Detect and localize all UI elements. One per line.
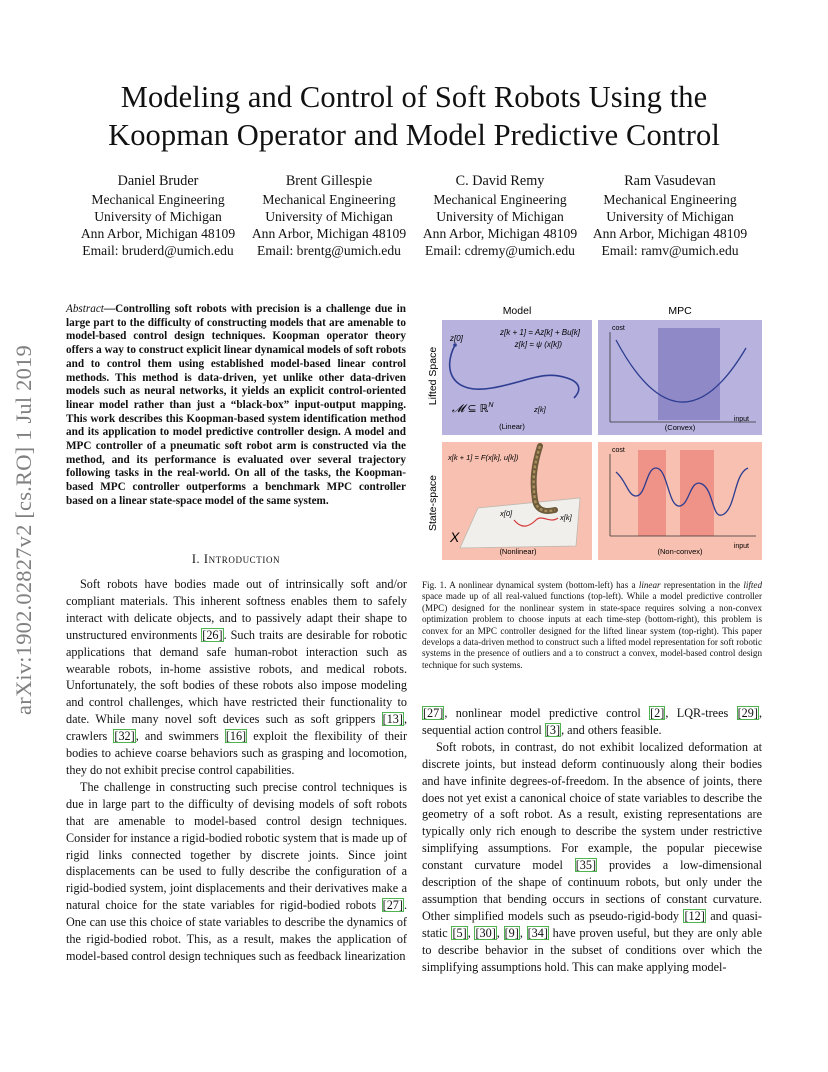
author-block [70, 173, 246, 259]
section-heading: I. Introduction [191, 552, 281, 566]
eq-linear-1: z[k + 1] = Az[k] + Bu[k] [500, 328, 580, 337]
author-email[interactable]: Email: bruderd@umich.edu [82, 243, 234, 258]
paragraph: Soft robots, in contrast, do not exhibit localized deformation at discrete joints, but instead deform continuously along their bodies and have infinite degrees-of-freedom. In the absence of joints, there does not yet exist a canonical choice of state variables to describe the geometry of a soft robot. As a result, existing representations are typically only rich enough to describe the system under restrictive simplifying assumptions. For example, the popular piecewise constant curvature model [35] provides a low-dimensional description of the shape of continuum robots, but only under the assumption that bending occurs in sections of constant curvature. Other simplified models such as pseudo-rigid-body [12] and quasi-static [5], [30], [9], [34] have proven useful, but they are only able to describe behavior in the subset of conditions over which the simplifying assumptions hold. This can make applying model- [422, 739, 763, 974]
figure-1-svg [422, 300, 766, 565]
author-block [412, 173, 588, 259]
nonlinear-label: (Nonlinear) [499, 547, 537, 556]
eq-linear-2: z[k] = ψ (x[k]) [514, 340, 562, 349]
eq-nonlinear: x[k + 1] = F(x[k], u[k]) [448, 453, 519, 462]
citation-link[interactable]: [30] [475, 925, 496, 940]
author-dept: Mechanical Engineering [433, 192, 567, 207]
abstract-label: Abstract [66, 303, 104, 315]
state-set-label: X [450, 529, 460, 545]
citation-link[interactable]: [26] [202, 627, 223, 642]
abstract-text: —Controlling soft robots with precision is a challenge due in large part to the difficulty of constructing models that are amenable to model-based control design techniques. Koopman operator theory offers a way to construct explicit linear dynamical models of soft robots and to control them using established model-based linear control methods. This method is data-driven, yet unlike other data-driven models such as neural networks, it yields an explicit control-oriented linear model rather than just a “black-box” input-output mapping. This work describes this Koopman-based system identification method and its application to model predictive controller design. A model and MPC controller of a pneumatic soft robot arm is constructed via the method, and its performance is evaluated over several trajectory following tasks in the real-world. On all of the tasks, the Koopman-based MPC controller outperforms a benchmark MPC controller based on a linear state-space model of the same system. [66, 303, 406, 507]
trajectory-start-dot [453, 343, 457, 347]
title-line-2: Koopman Operator and Model Predictive Control [108, 118, 720, 152]
author-univ: University of Michigan [265, 209, 393, 224]
citation-link[interactable]: [12] [684, 908, 705, 923]
paragraph: Soft robots have bodies made out of intrinsically soft and/or compliant materials. This inherent softness enables them to safely interact with delicate objects, and to passively adapt their shape to unstructured environments [26]. Such traits are desirable for robotic applications that demand safe human-robot interaction such as wearable robots, in-home assistive robots, and medical robots. Unfortunately, the soft bodies of these robots also impose modeling and control challenges, which have restricted their functionality to date. While many novel soft devices such as soft grippers [13], crawlers [32], and swimmers [16] exploit the flexibility of their bodies to achieve coarse behaviors such as grasping and locomotion, they do not exhibit precise control capabilities. [66, 577, 408, 777]
author-city: Ann Arbor, Michigan 48109 [422, 226, 578, 241]
nonconvex-input-label: input [733, 543, 749, 550]
author-block [241, 173, 417, 259]
row-label-state: State-space [427, 474, 439, 532]
author-univ: University of Michigan [436, 209, 564, 224]
author-name: Ram Vasudevan [624, 173, 716, 189]
citation-link[interactable]: [32] [114, 729, 135, 744]
xk-label: x[k] [560, 513, 572, 522]
author-city: Ann Arbor, Michigan 48109 [251, 226, 407, 241]
author-name: Brent Gillespie [285, 173, 373, 189]
citation-link[interactable]: [27] [382, 898, 403, 913]
convex-label: (Convex) [664, 423, 696, 432]
author-city: Ann Arbor, Michigan 48109 [592, 226, 748, 241]
x0-label: x[0] [500, 509, 513, 518]
z0-label: z[0] [450, 334, 463, 343]
author-dept: Mechanical Engineering [91, 192, 225, 207]
author-univ: University of Michigan [606, 209, 734, 224]
author-dept: Mechanical Engineering [603, 192, 737, 207]
citation-link[interactable]: [13] [382, 712, 403, 727]
author-city: Ann Arbor, Michigan 48109 [80, 226, 236, 241]
col-header-mpc: MPC [668, 305, 692, 317]
convex-input-label: input [733, 416, 749, 423]
paper-title [60, 78, 768, 154]
row-label-lifted: Lifted Space [427, 346, 439, 406]
lifted-set-label: 𝓜 ⊆ ℝ$^N$ [452, 402, 494, 415]
author-email[interactable]: Email: ramv@umich.edu [601, 243, 739, 258]
author-email[interactable]: Email: cdremy@umich.edu [425, 243, 575, 258]
left-column [66, 576, 407, 965]
linear-label: (Linear) [499, 422, 525, 431]
citation-link[interactable]: [16] [225, 729, 247, 744]
convex-feasible-band [658, 328, 720, 420]
citation-link[interactable]: [34] [527, 925, 548, 940]
author-name: Daniel Bruder [117, 173, 199, 189]
paragraph: The challenge in constructing such precise control techniques is due in large part to the difficulty of devising models of soft robots that are amenable to model-based control design techniques. Consider for instance a rigid-bodied robotic system that is made up of rigid links connected together by discrete joints. Since joint displacements can be used to fully describe the configuration of a rigid-bodied system, joint displacements and their derivatives make a natural choice for the state variables for rigid-bodied robots [27]. One can use this choice of state variables to describe the dynamics of the rigid-bodied robot. This, as a result, makes the application of model-based control design techniques such as feedback linearization [66, 779, 407, 963]
nonconvex-label: (Non-convex) [657, 547, 703, 556]
panel-lifted-model [442, 320, 592, 435]
right-column [422, 705, 762, 976]
author-name: C. David Remy [455, 173, 545, 189]
citation-link[interactable]: [35] [575, 858, 597, 873]
citation-link[interactable]: [3] [545, 722, 561, 737]
abstract [66, 303, 406, 509]
citation-link[interactable]: [9] [504, 925, 519, 940]
arxiv-stamp: arXiv:1902.02827v2 [cs.RO] 1 Jul 2019 [11, 345, 36, 715]
author-block [582, 173, 758, 259]
col-header-model: Model [502, 305, 532, 317]
title-line-1: Modeling and Control of Soft Robots Using the [120, 80, 708, 114]
figure-caption: Fig. 1. A nonlinear dynamical system (bottom-left) has a linear representation in the lifted space made up of all real-valued functions (top-left). While a model predictive controller (MPC) designed for the nonlinear system in state-space requires solving a non-convex optimization problem to choose inputs at each time-step (bottom-right), this problem is convex for an MPC controller designed for the lifted linear system (top-right). This paper develops a data-driven method to construct such a lifted model representation for soft robotic systems in the presence of outliers and a to construct a convex, model-based control design technique for such systems. [422, 580, 763, 670]
nonconvex-band-1 [638, 450, 666, 536]
author-dept: Mechanical Engineering [262, 192, 396, 207]
nonconvex-cost-label: cost [612, 447, 625, 454]
paragraph: [27], nonlinear model predictive control [2], LQR-trees [29], sequential action control [3], and others feasible. [422, 706, 762, 737]
citation-link[interactable]: [27] [423, 706, 444, 720]
author-univ: University of Michigan [94, 209, 222, 224]
zk-label: z[k] [534, 405, 546, 414]
citation-link[interactable]: [5] [452, 925, 467, 940]
author-email[interactable]: Email: brentg@umich.edu [257, 243, 401, 258]
convex-cost-label: cost [612, 325, 625, 332]
citation-link[interactable]: [2] [650, 706, 665, 720]
citation-link[interactable]: [29] [737, 706, 758, 720]
figure-1 [422, 300, 766, 565]
